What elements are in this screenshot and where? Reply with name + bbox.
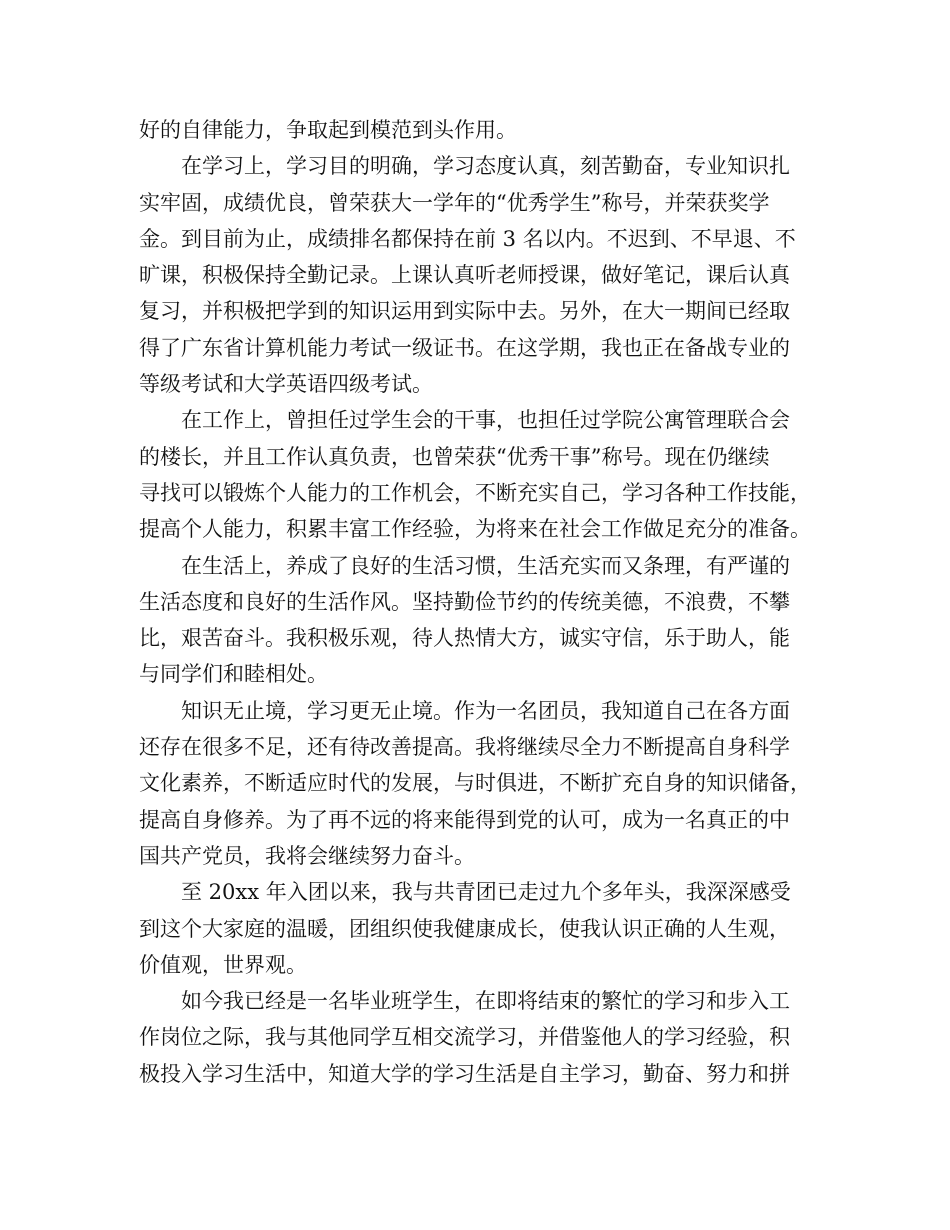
text-line: 提高个人能力，积累丰富工作经验，为将来在社会工作做足充分的准备。 [139,517,811,542]
text-line: 得了广东省计算机能力考试一级证书。在这学期，我也正在备战专业的 [139,335,790,360]
paragraph-p4 [139,693,829,874]
text-line: 比，艰苦奋斗。我积极乐观，待人热情大方，诚实守信，乐于助人，能 [139,626,790,651]
text-line: 提高自身修养。为了再不远的将来能得到党的认可，成为一名真正的中 [139,807,790,832]
text-line: 在生活上，养成了良好的生活习惯，生活充实而又条理，有严谨的 [181,553,790,578]
paragraph-p6 [139,983,829,1092]
text-line: 知识无止境，学习更无止境。作为一名团员，我知道自己在各方面 [181,698,790,723]
paragraph-p2 [139,402,829,547]
text-line: 等级考试和大学英语四级考试。 [139,372,433,397]
document-body [139,112,829,1092]
paragraph-p0 [139,112,829,148]
text-line: 至 20xx 年入团以来，我与共青团已走过九个多年头，我深深感受 [181,880,791,905]
paragraph-p3 [139,548,829,693]
text-line: 寻找可以锻炼个人能力的工作机会，不断充实自己，学习各种工作技能， [139,480,811,505]
text-line: 如今我已经是一名毕业班学生，在即将结束的繁忙的学习和步入工 [181,989,790,1014]
text-line: 极投入学习生活中，知道大学的学习生活是自主学习，勤奋、努力和拼 [139,1061,790,1086]
text-line: 生活态度和良好的生活作风。坚持勤俭节约的传统美德，不浪费，不攀 [139,589,790,614]
paragraph-p1 [139,148,829,402]
text-line: 金。到目前为止，成绩排名都保持在前 3 名以内。不迟到、不早退、不 [139,226,796,251]
text-line: 实牢固，成绩优良，曾荣获大一学年的“优秀学生”称号，并荣获奖学 [139,190,770,215]
paragraph-p5 [139,874,829,983]
text-line: 在工作上，曾担任过学生会的干事，也担任过学院公寓管理联合会 [181,408,790,433]
text-line: 旷课，积极保持全勤记录。上课认真听老师授课，做好笔记，课后认真 [139,263,790,288]
text-line: 与同学们和睦相处。 [139,662,328,687]
text-line: 价值观，世界观。 [139,952,307,977]
text-line: 好的自律能力，争取起到模范到头作用。 [139,118,517,142]
text-line: 到这个大家庭的温暖，团组织使我健康成长，使我认识正确的人生观， [139,916,790,941]
text-line: 文化素养，不断适应时代的发展，与时俱进，不断扩充自身的知识储备， [139,771,811,796]
text-line: 在学习上，学习目的明确，学习态度认真，刻苦勤奋，专业知识扎 [181,154,790,179]
text-line: 还存在很多不足，还有待改善提高。我将继续尽全力不断提高自身科学 [139,735,790,760]
text-line: 复习，并积极把学到的知识运用到实际中去。另外，在大一期间已经取 [139,299,790,324]
text-line: 作岗位之际，我与其他同学互相交流学习，并借鉴他人的学习经验，积 [139,1025,790,1050]
text-line: 国共产党员，我将会继续努力奋斗。 [139,843,475,868]
text-line: 的楼长，并且工作认真负责，也曾荣获“优秀干事”称号。现在仍继续 [139,444,770,469]
